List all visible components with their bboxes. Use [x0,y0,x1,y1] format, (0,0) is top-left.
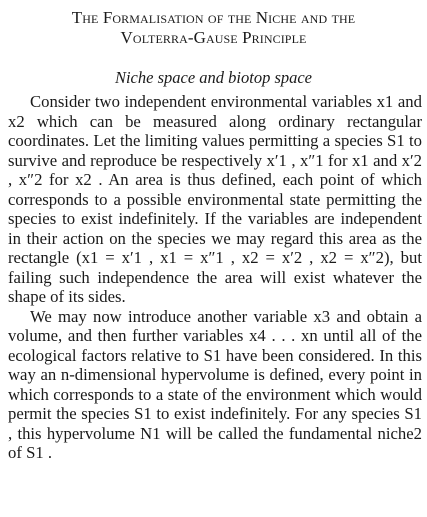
paragraph-2 [8,307,422,463]
chapter-title-line-2: Volterra-Gause Principle [120,28,307,47]
chapter-title-line-1: The Formalisation of the Niche and the [71,8,356,27]
body-text [8,92,422,463]
paragraph-1 [8,92,422,307]
chapter-title [0,8,427,48]
paragraph-1-text: Consider two independent environmental variables x1 and x2 which can be measured along ordinary rectangular coordinates. Let the limiting values permitting a species S1 to survive and reproduce be respectively x′1 , x″1 for x1 and x′2 , x″2 for x2 . An area is thus defined, each point of which corresponds to a possible environmental state permitting the species to exist indefinitely. If the variables are independent in their action on the species we may regard this area as the rectangle (x1 = x′1 , x1 = x″1 , x2 = x′2 , x2 = x″2), but failing such independence the area will exist whatever the shape of its sides. [8,92,422,306]
paragraph-2-text: We may now introduce another variable x3 and obtain a volume, and then further variables x4 . . . xn until all of the ecological factors relative to S1 have been considered. In this way an n-dimensional hypervolume is defined, every point in which corresponds to a state of the environment which would permit the species S1 to exist indefinitely. For any species S1 , this hypervolume N1 will be called the fundamental niche2 of S1 . [8,306,422,462]
section-heading: Niche space and biotop space [114,68,313,87]
